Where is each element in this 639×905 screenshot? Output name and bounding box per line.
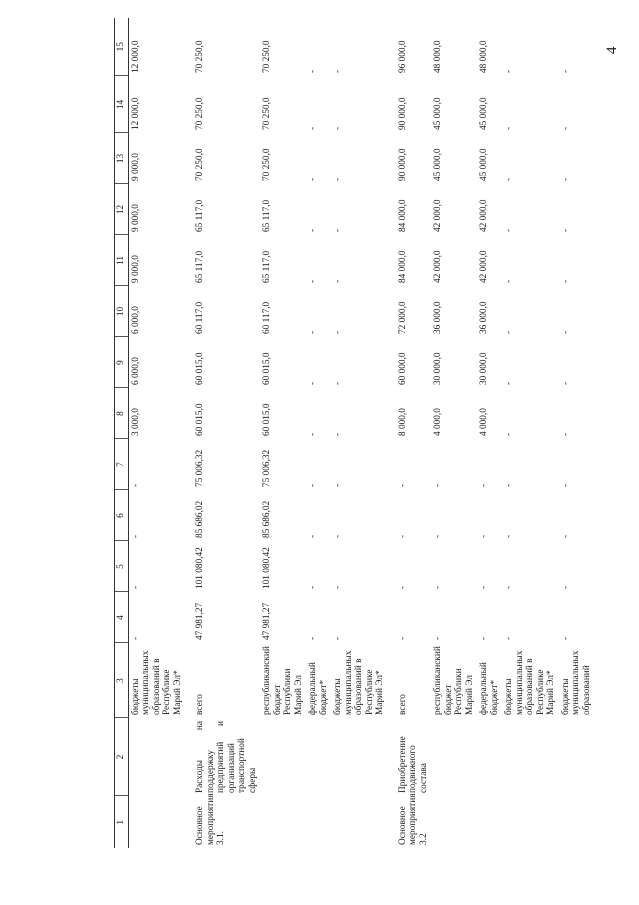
value-cell: - xyxy=(504,432,514,436)
value-cell: 36 000,0 xyxy=(433,301,443,334)
value-cell: - xyxy=(333,585,343,589)
value-cell: - xyxy=(397,636,408,640)
value-cell: 72 000,0 xyxy=(397,301,408,334)
value-cell: 42 000,0 xyxy=(479,199,489,232)
table-body xyxy=(128,18,594,848)
table-row xyxy=(193,18,260,848)
funding-source-cell: федеральный бюджет* xyxy=(479,662,500,715)
value-cell: - xyxy=(308,432,318,436)
column-header: 7 xyxy=(115,439,129,490)
table-row xyxy=(331,18,388,848)
value-cell: - xyxy=(333,69,343,73)
activity-description-cell: Расходы на поддержку предприятий и организаций транспортной сферы xyxy=(195,721,258,793)
funding-source-cell: бюджеты муниципальных образований в Республике Марий Эл* xyxy=(504,650,556,715)
table-row xyxy=(431,18,477,848)
value-cell: 75 006,32 xyxy=(262,449,272,487)
value-cell: 4 000,0 xyxy=(479,408,489,436)
value-cell: 6 000,0 xyxy=(130,306,141,334)
funding-source-cell: всего xyxy=(195,694,205,715)
value-cell: - xyxy=(308,534,318,538)
value-cell: - xyxy=(479,483,489,487)
spacer-cell xyxy=(185,18,193,848)
activity-description-cell xyxy=(260,718,306,796)
value-cell: - xyxy=(504,279,514,283)
value-cell: - xyxy=(308,483,318,487)
activity-description-cell xyxy=(559,718,595,796)
column-header: 9 xyxy=(115,337,129,388)
value-cell: - xyxy=(308,279,318,283)
activity-cell xyxy=(431,796,477,848)
activity-cell: Основное мероприятия 3.2 xyxy=(397,793,429,845)
value-cell: - xyxy=(130,483,141,487)
value-cell: - xyxy=(308,126,318,130)
table-row xyxy=(396,18,432,848)
column-header: 8 xyxy=(115,388,129,439)
value-cell: - xyxy=(504,585,514,589)
value-cell: - xyxy=(504,228,514,232)
value-cell: - xyxy=(308,330,318,334)
table-row xyxy=(128,18,185,848)
value-cell: - xyxy=(333,330,343,334)
activity-description-cell: Приобретение подвижного состава xyxy=(397,736,429,793)
budget-table xyxy=(114,18,594,848)
value-cell: - xyxy=(308,69,318,73)
value-cell: - xyxy=(504,534,514,538)
value-cell: 85 686,02 xyxy=(195,500,205,538)
funding-source-cell: бюджеты муниципальных образований xyxy=(560,650,592,715)
value-cell: 47 981,27 xyxy=(262,602,272,640)
value-cell: 45 000,0 xyxy=(433,148,443,181)
value-cell: 48 000,0 xyxy=(479,40,489,73)
table-row xyxy=(502,18,559,848)
column-header: 12 xyxy=(115,184,129,235)
table-row xyxy=(559,18,595,848)
rotated-table-container xyxy=(114,18,614,848)
page-number: 4 xyxy=(604,46,620,54)
column-header: 13 xyxy=(115,133,129,184)
activity-description-cell xyxy=(306,718,331,796)
value-cell: 3 000,0 xyxy=(130,408,141,436)
activity-cell xyxy=(502,796,559,848)
activity-cell xyxy=(559,796,595,848)
value-cell: 90 000,0 xyxy=(397,97,408,130)
value-cell: - xyxy=(504,636,514,640)
value-cell: - xyxy=(308,585,318,589)
value-cell: - xyxy=(560,228,571,232)
value-cell: - xyxy=(504,69,514,73)
value-cell: 65 117,0 xyxy=(262,250,272,283)
value-cell: - xyxy=(397,585,408,589)
value-cell: 47 981,27 xyxy=(195,602,205,640)
value-cell: 60 000,0 xyxy=(397,352,408,385)
value-cell: - xyxy=(433,585,443,589)
value-cell: - xyxy=(130,534,141,538)
value-cell: - xyxy=(333,228,343,232)
activity-description-cell xyxy=(331,718,388,796)
column-header: 3 xyxy=(115,643,129,718)
value-cell: 60 117,0 xyxy=(262,301,272,334)
activity-cell xyxy=(306,796,331,848)
column-header: 14 xyxy=(115,76,129,133)
value-cell: - xyxy=(479,534,489,538)
table-row xyxy=(260,18,306,848)
value-cell: - xyxy=(433,483,443,487)
value-cell: - xyxy=(333,279,343,283)
value-cell: 12 000,0 xyxy=(130,97,141,130)
funding-source-cell: республиканский бюджет Республики Марий Эл xyxy=(262,646,304,715)
value-cell: 60 015,0 xyxy=(195,352,205,385)
value-cell: 70 250,0 xyxy=(262,40,272,73)
value-cell: - xyxy=(560,432,571,436)
value-cell: - xyxy=(560,177,571,181)
value-cell: 48 000,0 xyxy=(433,40,443,73)
value-cell: - xyxy=(560,279,571,283)
value-cell: - xyxy=(504,330,514,334)
value-cell: - xyxy=(333,381,343,385)
value-cell: 42 000,0 xyxy=(433,199,443,232)
row-spacer xyxy=(388,18,396,848)
funding-source-cell: бюджеты муниципальных образований в Республике Марий Эл* xyxy=(130,650,183,715)
value-cell: - xyxy=(504,177,514,181)
value-cell: - xyxy=(308,177,318,181)
value-cell: 85 686,02 xyxy=(262,500,272,538)
activity-description-cell xyxy=(502,718,559,796)
value-cell: - xyxy=(560,636,571,640)
column-header: 6 xyxy=(115,490,129,541)
column-header: 2 xyxy=(115,718,129,796)
value-cell: 4 000,0 xyxy=(433,408,443,436)
value-cell: 45 000,0 xyxy=(433,97,443,130)
value-cell: 8 000,0 xyxy=(397,408,408,436)
value-cell: 101 080,42 xyxy=(262,547,272,589)
value-cell: 60 117,0 xyxy=(195,301,205,334)
value-cell: - xyxy=(433,636,443,640)
value-cell: 45 000,0 xyxy=(479,97,489,130)
value-cell: 70 250,0 xyxy=(195,97,205,130)
value-cell: - xyxy=(397,483,408,487)
value-cell: 96 000,0 xyxy=(397,40,408,73)
value-cell: - xyxy=(308,228,318,232)
table-row xyxy=(306,18,331,848)
value-cell: - xyxy=(504,381,514,385)
activity-cell xyxy=(477,796,502,848)
value-cell: 45 000,0 xyxy=(479,148,489,181)
value-cell: 12 000,0 xyxy=(130,40,141,73)
value-cell: - xyxy=(333,126,343,130)
value-cell: 9 000,0 xyxy=(130,204,141,232)
value-cell: - xyxy=(308,381,318,385)
funding-source-cell: республиканский бюджет Республики Марий Эл xyxy=(433,646,475,715)
value-cell: 60 015,0 xyxy=(195,403,205,436)
funding-source-cell: федеральный бюджет* xyxy=(308,662,329,715)
value-cell: 42 000,0 xyxy=(479,250,489,283)
activity-cell: Основное мероприятия 3.1. xyxy=(195,793,226,845)
column-header: 5 xyxy=(115,541,129,592)
value-cell: 60 015,0 xyxy=(262,352,272,385)
value-cell: 70 250,0 xyxy=(195,148,205,181)
value-cell: 70 250,0 xyxy=(262,148,272,181)
value-cell: 65 117,0 xyxy=(195,199,205,232)
column-header: 15 xyxy=(115,18,129,76)
column-header: 1 xyxy=(115,796,129,848)
value-cell: 30 000,0 xyxy=(479,352,489,385)
value-cell: - xyxy=(560,381,571,385)
table-row xyxy=(477,18,502,848)
activity-description-cell xyxy=(431,718,477,796)
value-cell: 75 006,32 xyxy=(195,449,205,487)
value-cell: 42 000,0 xyxy=(433,250,443,283)
value-cell: - xyxy=(560,483,571,487)
value-cell: - xyxy=(433,534,443,538)
value-cell: - xyxy=(397,534,408,538)
value-cell: 60 015,0 xyxy=(262,403,272,436)
value-cell: - xyxy=(560,330,571,334)
value-cell: - xyxy=(560,69,571,73)
value-cell: 101 080,42 xyxy=(195,547,205,589)
activity-description-cell xyxy=(128,718,185,796)
column-header: 4 xyxy=(115,592,129,643)
activity-description-cell xyxy=(477,718,502,796)
value-cell: - xyxy=(479,585,489,589)
value-cell: 30 000,0 xyxy=(433,352,443,385)
value-cell: - xyxy=(333,534,343,538)
activity-cell xyxy=(260,796,306,848)
value-cell: - xyxy=(504,126,514,130)
value-cell: 70 250,0 xyxy=(262,97,272,130)
column-number-header-row xyxy=(115,18,129,848)
row-spacer xyxy=(185,18,193,848)
value-cell: - xyxy=(504,483,514,487)
activity-cell xyxy=(128,796,185,848)
value-cell: - xyxy=(479,636,489,640)
value-cell: - xyxy=(333,636,343,640)
value-cell: - xyxy=(560,534,571,538)
value-cell: 70 250,0 xyxy=(195,40,205,73)
value-cell: - xyxy=(333,177,343,181)
value-cell: 90 000,0 xyxy=(397,148,408,181)
value-cell: 9 000,0 xyxy=(130,153,141,181)
value-cell: - xyxy=(130,585,141,589)
column-header: 11 xyxy=(115,235,129,286)
value-cell: - xyxy=(130,636,141,640)
value-cell: - xyxy=(308,636,318,640)
value-cell: - xyxy=(333,432,343,436)
activity-cell xyxy=(331,796,388,848)
value-cell: - xyxy=(560,585,571,589)
funding-source-cell: всего xyxy=(397,694,408,715)
value-cell: 36 000,0 xyxy=(479,301,489,334)
funding-source-cell: бюджеты муниципальных образований в Республике Марий Эл* xyxy=(333,650,385,715)
value-cell: 84 000,0 xyxy=(397,250,408,283)
column-header: 10 xyxy=(115,286,129,337)
value-cell: - xyxy=(560,126,571,130)
value-cell: 84 000,0 xyxy=(397,199,408,232)
value-cell: 6 000,0 xyxy=(130,357,141,385)
value-cell: 65 117,0 xyxy=(262,199,272,232)
value-cell: - xyxy=(333,483,343,487)
spacer-cell xyxy=(388,18,396,848)
value-cell: 9 000,0 xyxy=(130,255,141,283)
value-cell: 65 117,0 xyxy=(195,250,205,283)
